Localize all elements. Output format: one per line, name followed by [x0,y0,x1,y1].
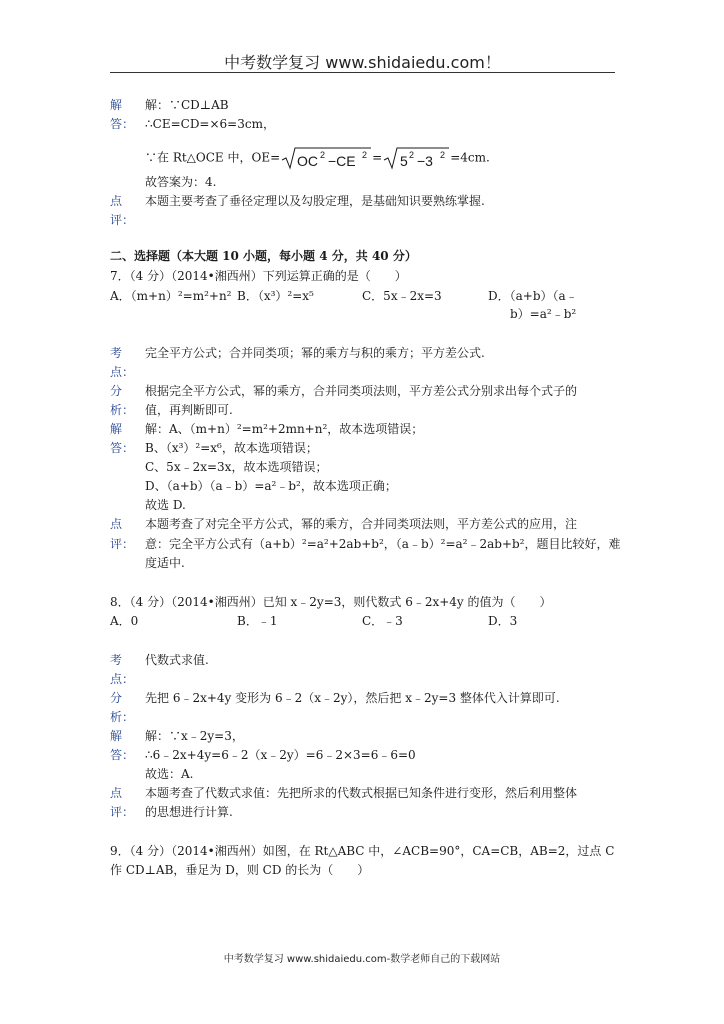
svg-text:−3: −3 [417,153,434,169]
svg-text:2: 2 [320,150,326,160]
svg-text:2: 2 [362,150,368,160]
q8-option-d: D．3 [488,614,518,628]
sqrt-5-3-icon [382,146,450,170]
q8-dianping-line2: 的思想进行计算. [145,805,233,819]
q7-jieda-line4: D、（a+b）（a﹣b）=a²﹣b²，故本选项正确； [145,479,397,493]
q8-jieda-line2: ∴6﹣2x+4y=6﹣2（x﹣2y）=6﹣2×3=6﹣6=0 [145,748,416,762]
q7-label-ping: 评： [110,537,135,551]
label-da: 答： [110,117,135,131]
q7-label-da: 答： [110,441,135,455]
section-title: 二、选择题（本大题 10 小题，每小题 4 分，共 40 分） [110,249,417,263]
q7-dianping-line3: 度适中. [145,556,185,570]
q6-answer-line4: 故答案为：4. [145,175,217,189]
q9-stem-line2: 作 CD⊥AB，垂足为 D，则 CD 的长为（ ） [110,863,370,877]
label-ping: 评： [110,213,135,227]
q8-label-da: 答： [110,748,135,762]
q7-dianping-line2: 意：完全平方公式有（a+b）²=a²+2ab+b²，（a﹣b）²=a²﹣2ab+b²，题目比较好，难 [145,537,621,551]
q6-answer-line2: ∴CE=CD=×6=3cm， [145,117,275,131]
q8-option-c: C．﹣3 [362,614,403,628]
svg-text:5: 5 [400,153,409,169]
q6-answer-line3 [145,146,490,170]
q6-comment: 本题主要考查了垂径定理以及勾股定理，是基础知识要熟练掌握. [145,194,485,208]
q7-label-dian1: 点： [110,365,135,379]
q8-fenxi: 先把 6﹣2x+4y 变形为 6﹣2（x﹣2y），然后把 x﹣2y=3 整体代入计算即可. [145,691,560,705]
label-dian: 点 [110,194,123,208]
q6-answer-line1: 解：∵CD⊥AB [145,98,229,112]
q7-dianping-line1: 本题考查了对完全平方公式，幂的乘方，合并同类项法则，平方差公式的应用，注 [145,517,578,531]
q7-kaodian: 完全平方公式；合并同类项；幂的乘方与积的乘方；平方差公式. [145,346,485,360]
q8-jieda-line1: 解：∵x﹣2y=3， [145,729,244,743]
page-header: 中考数学复习 www.shidaiedu.com！ [224,53,501,72]
q7-fenxi-line1: 根据完全平方公式，幂的乘方，合并同类项法则，平方差公式分别求出每个式子的 [145,384,578,398]
q7-jieda-line3: C、5x﹣2x=3x，故本选项错误； [145,460,328,474]
svg-text:2: 2 [409,150,415,160]
q7-option-c: C．5x﹣2x=3 [362,289,442,303]
page-footer: 中考数学复习 www.shidaiedu.com-数学老师自己的下载网站 [223,954,501,965]
q6-line3-prefix: ∵在 Rt△OCE 中，OE= [145,150,281,165]
q7-option-d-line2: b）=a²﹣b² [510,307,577,321]
q7-jieda-line5: 故选 D. [145,498,186,512]
q8-option-b: B．﹣1 [237,614,278,628]
header-rule [110,72,615,73]
svg-text:OC: OC [297,153,319,169]
q6-line3-suffix: =4cm. [450,150,490,165]
q7-label-jie: 解 [110,422,123,436]
q7-option-b: B．（x³）²=x⁵ [237,289,314,303]
q8-jieda-line3: 故选：A. [145,767,194,781]
q9-stem-line1: 9．（4 分）（2014•湘西州）如图，在 Rt△ABC 中，∠ACB=90°，CA=CB，AB=2，过点 C [110,844,615,858]
q8-label-fen: 分 [110,691,123,705]
q8-stem: 8．（4 分）（2014•湘西州）已知 x﹣2y=3，则代数式 6﹣2x+4y 的值为（ ） [110,595,552,609]
q7-jieda-line1: 解：A、（m+n）²=m²+2mn+n²，故本选项错误； [145,422,424,436]
q7-label-fen: 分 [110,384,123,398]
q8-label-ping: 评： [110,805,135,819]
q8-label-xi: 析： [110,710,135,724]
q8-label-kao: 考 [110,653,123,667]
q7-label-kao: 考 [110,346,123,360]
q8-label-jie: 解 [110,729,123,743]
q8-option-a: A．0 [110,614,139,628]
q6-line3-mid: = [372,150,383,165]
q8-kaodian: 代数式求值. [145,653,209,667]
q7-option-d-line1: D．（a+b）（a﹣ [488,289,578,303]
q7-stem: 7．（4 分）（2014•湘西州）下列运算正确的是（ ） [110,269,407,283]
q8-label-dian2: 点 [110,786,123,800]
q7-label-xi: 析： [110,403,135,417]
q8-dianping-line1: 本题考查了代数式求值：先把所求的代数式根据已知条件进行变形，然后利用整体 [145,786,578,800]
q7-jieda-line2: B、（x³）²=x⁶，故本选项错误； [145,441,318,455]
svg-text:−CE: −CE [328,153,356,169]
sqrt-oc-ce-icon [280,146,372,170]
q8-label-dian1: 点： [110,672,135,686]
svg-text:2: 2 [440,150,446,160]
label-jie: 解 [110,98,123,112]
q7-fenxi-line2: 值，再判断即可. [145,403,233,417]
q7-label-dian2: 点 [110,517,123,531]
q7-option-a: A．（m+n）²=m²+n² [110,289,232,303]
